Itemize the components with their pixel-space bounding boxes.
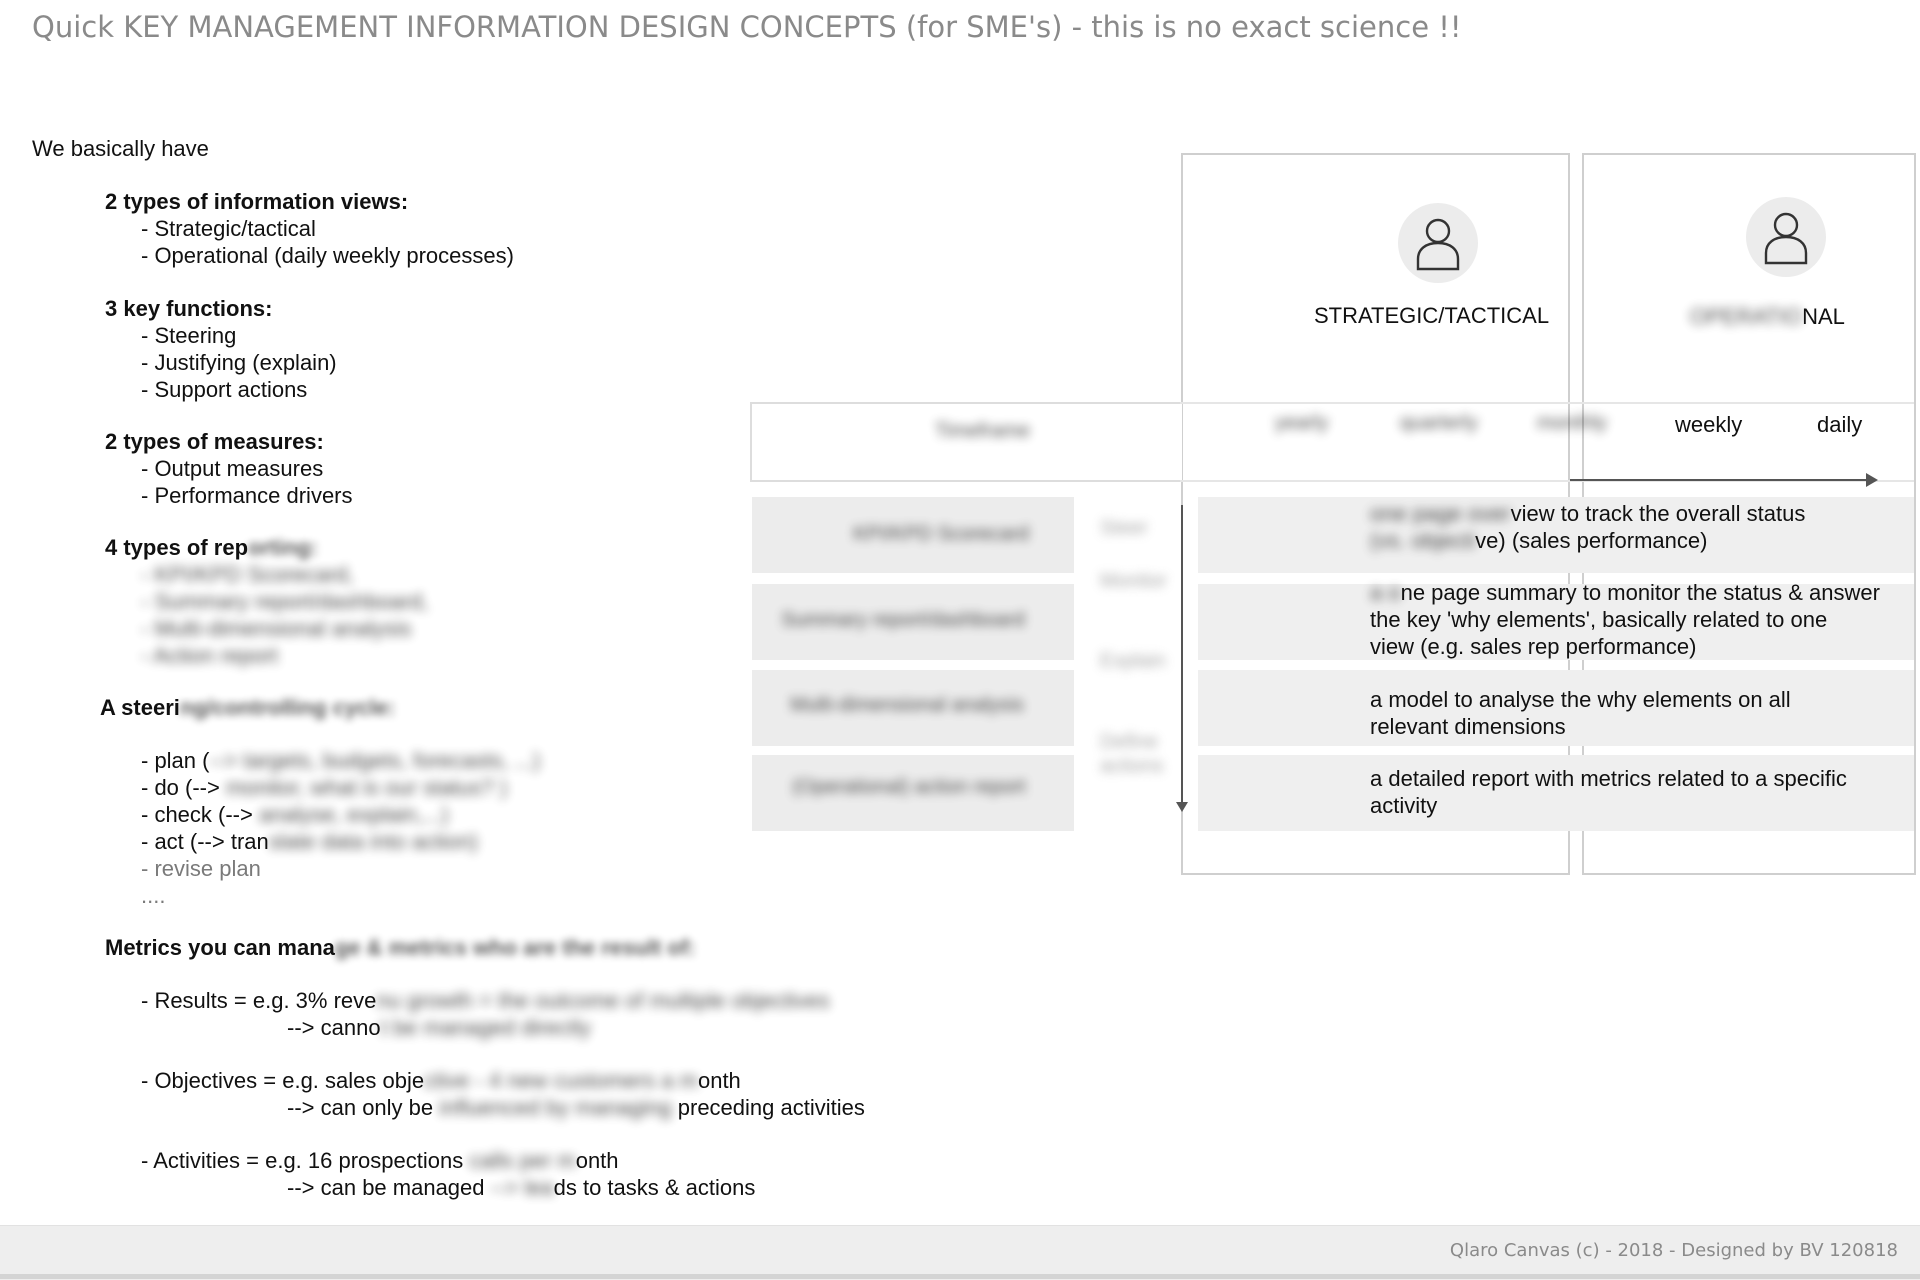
strategic-label: STRATEGIC/TACTICAL: [1314, 303, 1550, 328]
description-scorecard: [1370, 500, 1805, 554]
cycle-heading-blurred: ng/controlling cycle:: [179, 695, 396, 720]
function-steer: Steer: [1100, 517, 1148, 539]
report-label-summary: Summary report/dashboard: [781, 609, 1025, 631]
description-scorecard-blurred: (vs. objecti: [1370, 528, 1476, 553]
cycle-item: [105, 801, 540, 828]
metrics-results-clear: - Results = e.g. 3% reve: [141, 988, 377, 1013]
metrics-results: [105, 987, 865, 1014]
description-summary-line: view (e.g. sales rep performance): [1370, 634, 1697, 659]
description-scorecard-blurred: one page over: [1370, 501, 1511, 526]
reporting-heading: [105, 534, 428, 561]
description-summary-line: the key 'why elements', basically related to one: [1370, 607, 1828, 632]
reporting-item: - Action report: [141, 643, 278, 668]
cycle-item-clear: - check (-->: [141, 802, 253, 827]
metrics-heading-clear: Metrics you can mana: [105, 935, 335, 960]
metrics-objectives-sub: [105, 1094, 865, 1121]
measures-item: - Output measures: [141, 456, 324, 481]
views-item: - Operational (daily weekly processes): [141, 243, 514, 268]
description-summary-line: [1370, 579, 1880, 606]
description-action-line: activity: [1370, 793, 1438, 818]
cycle-item: [105, 774, 540, 801]
cycle-dots: ....: [141, 883, 166, 908]
metrics-objectives-sub-end: preceding activities: [671, 1095, 865, 1120]
functions-arrow-line: [1181, 505, 1183, 805]
description-summary-blurred: a o: [1370, 580, 1401, 605]
metrics-results-sub-blurred: t be managed directly: [380, 1015, 591, 1040]
metrics-heading: [105, 934, 865, 961]
description-scorecard-line: [1370, 500, 1805, 527]
measures-heading: 2 types of measures:: [105, 429, 324, 454]
timeframe-label: Timeframe: [935, 420, 1030, 442]
strategic-user-avatar: [1398, 203, 1478, 283]
report-label-action: (Operational) action report: [792, 776, 1026, 798]
metrics-objectives: [105, 1067, 865, 1094]
description-scorecard-clear: ve) (sales performance): [1475, 528, 1708, 553]
functions-item: - Steering: [141, 323, 237, 348]
cycle-section: [105, 747, 540, 909]
cycle-heading: [100, 694, 395, 721]
measures-item: - Performance drivers: [141, 483, 353, 508]
cycle-item: [105, 828, 540, 855]
reporting-item: - Summary report/dashboard,: [141, 589, 429, 614]
metrics-results-sub-clear: --> canno: [287, 1015, 381, 1040]
metrics-heading-blurred: ge & metrics who are the result of:: [334, 935, 696, 960]
cycle-item-blurred: monitor, what is our status? ): [225, 775, 508, 800]
metrics-activities-clear: - Activities = e.g. 16 prospections: [141, 1148, 470, 1173]
user-icon: [1416, 215, 1460, 271]
description-analysis-line: relevant dimensions: [1370, 714, 1566, 739]
function-explain: Explain: [1100, 650, 1166, 672]
description-scorecard-line: [1370, 527, 1805, 554]
metrics-activities-sub-end: ds to tasks & actions: [553, 1175, 756, 1200]
measures-section: [105, 428, 353, 509]
reporting-section: [105, 534, 428, 669]
description-summary: [1370, 579, 1880, 660]
description-action-line: a detailed report with metrics related to a specific: [1370, 766, 1847, 791]
footer-credit: Qlaro Canvas (c) - 2018 - Designed by BV 120818: [1449, 1240, 1898, 1261]
timeframe-arrow-line: [1570, 479, 1870, 481]
timeframe-yearly: yearly: [1275, 412, 1329, 434]
metrics-objectives-end: onth: [697, 1068, 741, 1093]
timeframe-monthly: monthly: [1537, 412, 1608, 434]
function-monitor: Monitor: [1100, 570, 1167, 592]
footer-bar: [0, 1274, 1920, 1279]
functions-heading: 3 key functions:: [105, 296, 273, 321]
metrics-activities: [105, 1147, 865, 1174]
reporting-item: - KPI/KPD Scorecard,: [141, 562, 354, 587]
cycle-item-blurred: --> targets, budgets, forecasts, ...): [209, 748, 541, 773]
views-heading: 2 types of information views:: [105, 189, 409, 214]
cycle-revise: - revise plan: [141, 856, 261, 881]
intro-text: We basically have: [32, 136, 209, 161]
user-icon: [1764, 209, 1808, 265]
cycle-item-blurred: analyse, explain,...): [252, 802, 449, 827]
functions-section: [105, 295, 337, 403]
metrics-objectives-clear: - Objectives = e.g. sales obje: [141, 1068, 425, 1093]
cycle-heading-clear: A steeri: [100, 695, 180, 720]
page-title: Quick KEY MANAGEMENT INFORMATION DESIGN CONCEPTS (for SME's) - this is no exact science !!: [32, 10, 1462, 44]
metrics-results-sub: [105, 1014, 865, 1041]
metrics-activities-blurred: calls per m: [469, 1148, 576, 1173]
metrics-activities-sub-blurred: --> lea: [490, 1175, 554, 1200]
description-action: [1370, 765, 1847, 819]
functions-item: - Support actions: [141, 377, 308, 402]
metrics-activities-end: onth: [575, 1148, 619, 1173]
description-analysis-line: a model to analyse the why elements on all: [1370, 687, 1791, 712]
metrics-results-blurred: nu growth = the outcome of multiple objectives: [376, 988, 830, 1013]
report-label-scorecard: KPI/KPD Scorecard: [853, 523, 1029, 545]
metrics-objectives-sub-blurred: influenced by managing: [439, 1095, 672, 1120]
cycle-item-clear: - act (--> tran: [141, 829, 269, 854]
description-analysis: [1370, 686, 1791, 740]
reporting-heading-clear: 4 types of rep: [105, 535, 249, 560]
cycle-item-blurred: slate data into action): [268, 829, 478, 854]
views-item: - Strategic/tactical: [141, 216, 316, 241]
metrics-section: [105, 934, 865, 1201]
cycle-item: [105, 747, 540, 774]
report-label-analysis: Multi-dimensional analysis: [790, 694, 1024, 716]
description-scorecard-clear: view to track the overall status: [1510, 501, 1806, 526]
arrow-right-icon: [1866, 473, 1878, 487]
views-section: [105, 188, 514, 269]
arrow-down-icon: [1176, 802, 1188, 812]
metrics-objectives-sub-clear: --> can only be: [287, 1095, 440, 1120]
operational-label-clear: NAL: [1802, 304, 1845, 329]
cycle-item-clear: - plan (: [141, 748, 210, 773]
cycle-item-clear: - do (-->: [141, 775, 226, 800]
functions-item: - Justifying (explain): [141, 350, 337, 375]
reporting-item: - Multi-dimensional analysis: [141, 616, 412, 641]
footer: [0, 1225, 1920, 1280]
operational-label-blurred: OPERATIO: [1690, 304, 1803, 329]
timeframe-quarterly: quarterly: [1400, 412, 1478, 434]
operational-user-avatar: [1746, 197, 1826, 277]
metrics-activities-sub-clear: --> can be managed: [287, 1175, 491, 1200]
cycle-heading-wrap: [100, 694, 395, 721]
timeframe-weekly: weekly: [1675, 412, 1743, 437]
operational-label: [1690, 304, 1845, 330]
metrics-activities-sub: [105, 1174, 865, 1201]
timeframe-daily: daily: [1817, 412, 1863, 437]
description-summary-clear: ne page summary to monitor the status & answer: [1400, 580, 1880, 605]
function-define-actions: Define actions: [1100, 731, 1164, 777]
metrics-objectives-blurred: ctive - 4 new customers a m: [424, 1068, 698, 1093]
reporting-heading-blurred: orting:: [248, 535, 318, 560]
